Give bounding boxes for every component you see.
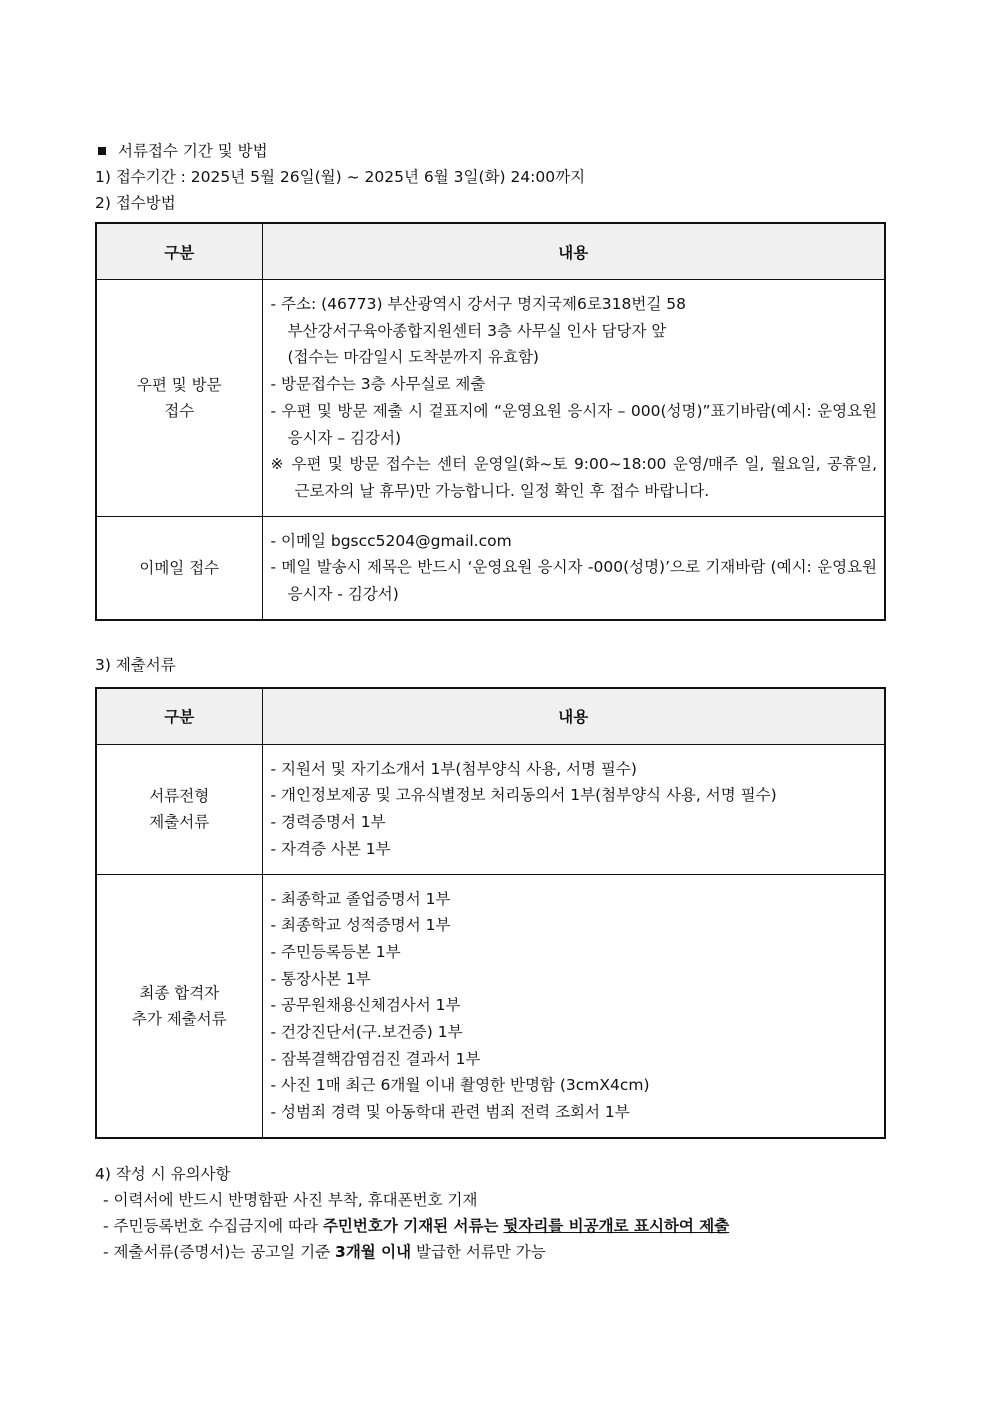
table-row [96, 874, 885, 1138]
row-category-mail-visit: 우편 및 방문 접수 [96, 280, 262, 517]
table-header-row [96, 688, 885, 745]
list-item: - 성범죄 경력 및 아동학대 관련 범죄 전력 조회서 1부 [270, 1103, 630, 1122]
table-row [96, 744, 885, 874]
submission-method-table [95, 222, 886, 621]
list-item: - 주민등록등본 1부 [270, 942, 401, 961]
list-item: - 주소: (46773) 부산광역시 강서구 명지국제6로318번길 58 [270, 295, 686, 313]
list-item: - 통장사본 1부 [270, 969, 371, 988]
list-item: - 지원서 및 자기소개서 1부(첨부양식 사용, 서명 필수) [270, 759, 637, 778]
note-item: - 주민등록번호 수집금지에 따라 주민번호가 기재된 서류는 뒷자리를 비공개로 표시하여 제출 [103, 1216, 730, 1235]
list-item: - 우편 및 방문 제출 시 겉표지에 “운영요원 응시자 – 000(성명)”표기바람(예시: 운영요원 응시자 – 김강서) [270, 401, 877, 447]
row-content-screening [262, 744, 885, 874]
list-item: - 사진 1매 최근 6개월 이내 촬영한 반명함 (3cmX4cm) [270, 1076, 650, 1095]
row-content-mail-visit [262, 280, 885, 517]
list-item: - 방문접수는 3층 사무실로 제출 [270, 375, 486, 394]
list-item: - 잠복결핵감염검진 결과서 1부 [270, 1049, 481, 1068]
notes-section [95, 1161, 886, 1265]
section-heading: 서류접수 기간 및 방법 [95, 138, 886, 164]
list-item: - 자격증 사본 1부 [270, 839, 391, 858]
table-row [96, 516, 885, 620]
row-category-screening: 서류전형 제출서류 [96, 744, 262, 874]
header-category: 구분 [96, 688, 262, 745]
note-item: - 제출서류(증명서)는 공고일 기준 3개월 이내 발급한 서류만 가능 [103, 1242, 546, 1261]
row-content-final [262, 874, 885, 1138]
table-header-row [96, 223, 885, 280]
submission-period: 1) 접수기간 : 2025년 5월 26일(월) ~ 2025년 6월 3일(화) 24:00까지 [95, 168, 586, 186]
list-item: (접수는 마감일시 도착분까지 유효함) [287, 348, 539, 367]
list-item: - 이메일 bgscc5204@gmail.com [270, 531, 512, 550]
square-bullet-icon [98, 147, 106, 155]
documents-heading: 3) 제출서류 [95, 655, 176, 674]
notice-item: ※ 우편 및 방문 접수는 센터 운영일(화~토 9:00~18:00 운영/매주 일, 월요일, 공휴일, 근로자의 날 휴무)만 가능합니다. 일정 확인 후 접수 바랍니다. [270, 455, 877, 500]
list-item: - 공무원채용신체검사서 1부 [270, 996, 461, 1015]
list-item: - 개인정보제공 및 고유식별정보 처리동의서 1부(첨부양식 사용, 서명 필수) [270, 786, 777, 805]
notes-heading: 4) 작성 시 유의사항 [95, 1164, 231, 1183]
list-item: - 메일 발송시 제목은 반드시 ‘운영요원 응시자 -000(성명)’으로 기재바람 (예시: 운영요원 응시자 - 김강서) [270, 558, 877, 604]
list-item: - 최종학교 졸업증명서 1부 [270, 889, 451, 908]
document-page [95, 138, 886, 1265]
table-row [96, 280, 885, 517]
list-item: 부산강서구육아종합지원센터 3층 사무실 인사 담당자 앞 [287, 321, 667, 340]
header-content: 내용 [262, 688, 885, 745]
header-content: 내용 [262, 223, 885, 280]
list-item: - 경력증명서 1부 [270, 813, 386, 832]
header-category: 구분 [96, 223, 262, 280]
row-content-email [262, 516, 885, 620]
row-category-final: 최종 합격자 추가 제출서류 [96, 874, 262, 1138]
method-heading: 2) 접수방법 [95, 194, 176, 212]
required-documents-table [95, 687, 886, 1139]
note-item: - 이력서에 반드시 반명함판 사진 부착, 휴대폰번호 기재 [103, 1190, 478, 1209]
list-item: - 건강진단서(구.보건증) 1부 [270, 1023, 463, 1042]
row-category-email: 이메일 접수 [96, 516, 262, 620]
list-item: - 최종학교 성적증명서 1부 [270, 916, 451, 935]
